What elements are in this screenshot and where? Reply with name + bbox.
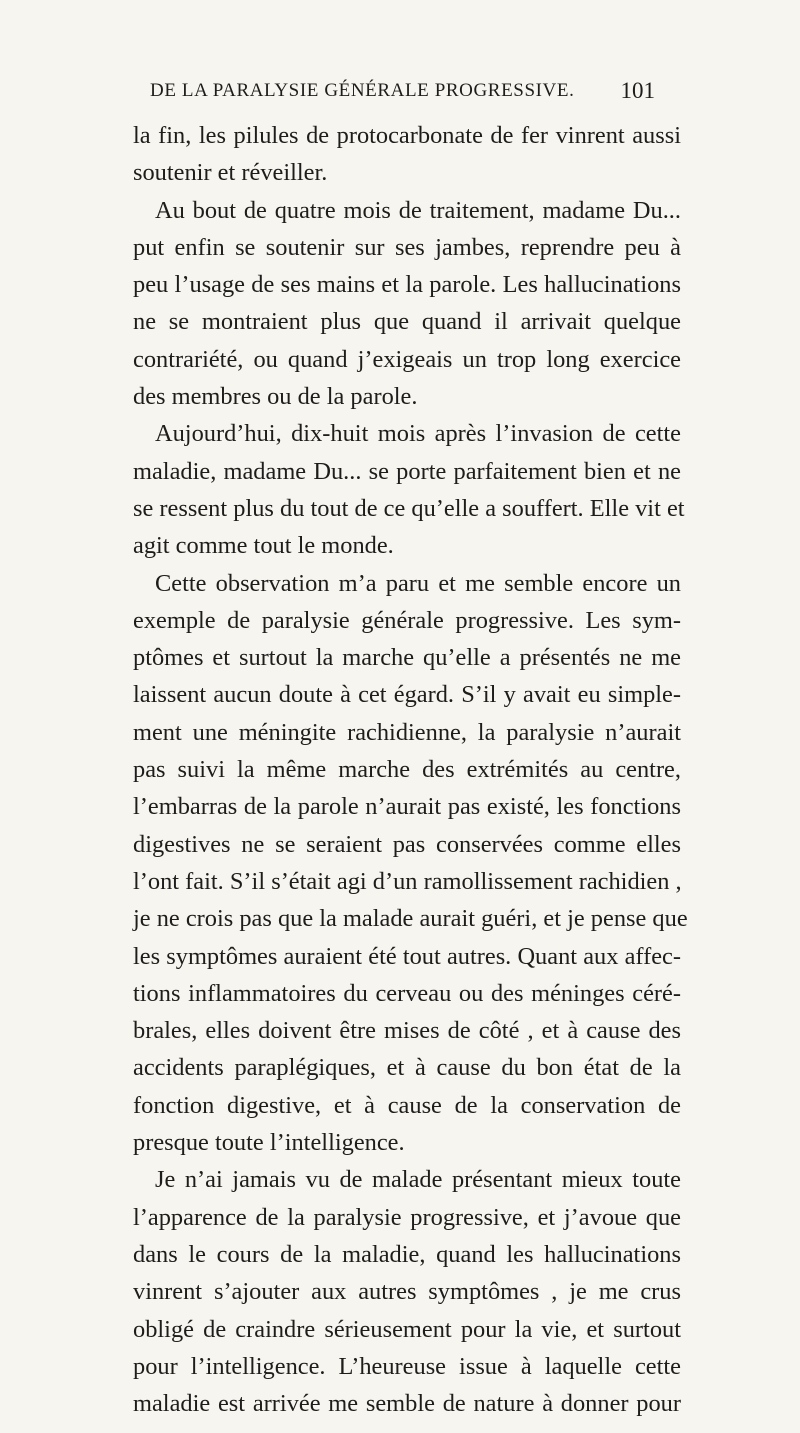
text-line: se ressent plus du tout de ce qu’elle a souffert. Elle vit et [133,494,685,522]
text-line: pour l’intelligence. L’heureuse issue à laquelle cette [133,1352,681,1380]
page-header [150,80,655,110]
text-line: je ne crois pas que la malade aurait guéri, et je pense que [133,905,688,933]
text-line: les symptômes auraient été tout autres. Quant aux affec- [133,942,681,970]
text-line: agit comme tout le monde. [133,532,394,560]
text-line: maladie est arrivée me semble de nature à donner pour [133,1390,681,1418]
text-line: exemple de paralysie générale progressive. Les sym- [133,606,681,634]
text-line: l’embarras de la parole n’aurait pas existé, les fonctions [133,793,681,821]
text-line: peu l’usage de ses mains et la parole. Les hallucinations [133,271,681,299]
text-line: digestives ne se seraient pas conservées comme elles [133,830,681,858]
text-line: Je n’ai jamais vu de malade présentant mieux toute [155,1166,681,1194]
text-line: l’ont fait. S’il s’était agi d’un ramollissement rachidien , [133,867,682,895]
text-line: tions inflammatoires du cerveau ou des méninges céré- [133,979,681,1007]
text-line: pas suivi la même marche des extrémités au centre, [133,756,681,784]
text-line: accidents paraplégiques, et à cause du bon état de la [133,1054,681,1082]
text-line: dans le cours de la maladie, quand les hallucinations [133,1240,681,1268]
text-line: ment une méningite rachidienne, la paralysie n’aurait [133,718,681,746]
text-line: fonction digestive, et à cause de la conservation de [133,1091,681,1119]
text-line: l’apparence de la paralysie progressive, et j’avoue que [133,1203,681,1231]
body-text [133,117,688,1422]
text-line: contrariété, ou quand j’exigeais un trop long exercice [133,345,681,373]
text-line: vinrent s’ajouter aux autres symptômes , je me crus [133,1278,681,1306]
text-line: maladie, madame Du... se porte parfaitement bien et ne [133,457,681,485]
text-line: la fin, les pilules de protocarbonate de fer vinrent aussi [133,122,681,149]
text-line: ptômes et surtout la marche qu’elle a présentés ne me [133,644,681,672]
text-line: put enfin se soutenir sur ses jambes, reprendre peu à [133,233,681,261]
text-line: soutenir et réveiller. [133,159,328,187]
text-line: presque toute l’intelligence. [133,1129,405,1157]
page-number: 101 [620,78,655,103]
text-line: Cette observation m’a paru et me semble encore un [155,569,681,597]
text-line: Au bout de quatre mois de traitement, madame Du... [155,196,681,224]
text-line: Aujourd’hui, dix-huit mois après l’invasion de cette [155,420,681,448]
text-line: brales, elles doivent être mises de côté , et à cause des [133,1017,681,1045]
text-line: laissent aucun doute à cet égard. S’il y avait eu simple- [133,681,681,709]
text-line: des membres ou de la parole. [133,383,418,411]
text-line: obligé de craindre sérieusement pour la vie, et surtout [133,1315,681,1343]
running-title: DE LA PARALYSIE GÉNÉRALE PROGRESSIVE. [150,80,575,101]
text-line: ne se montraient plus que quand il arrivait quelque [133,308,681,336]
